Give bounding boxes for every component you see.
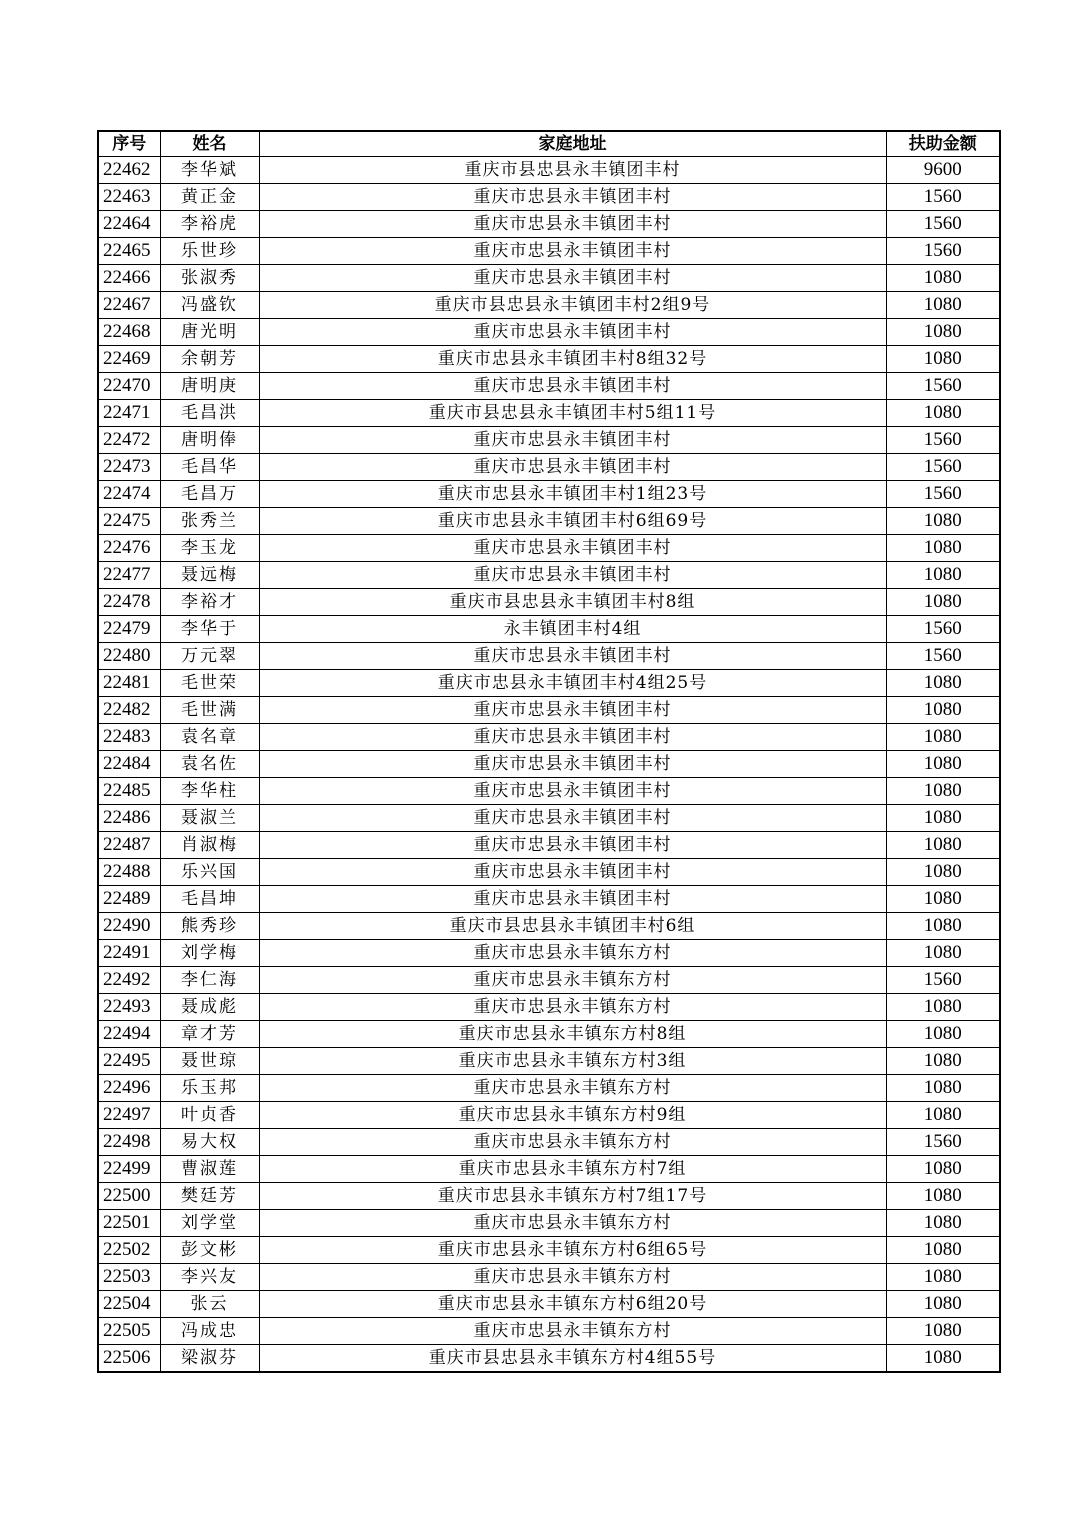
- cell-serial-number: 22482: [98, 697, 160, 724]
- cell-name: 李华于: [160, 616, 259, 643]
- cell-assistance-amount: 1080: [886, 562, 1000, 589]
- cell-home-address: 重庆市忠县永丰镇团丰村: [259, 643, 886, 670]
- cell-name: 乐兴国: [160, 859, 259, 886]
- cell-home-address: 重庆市忠县永丰镇团丰村: [259, 805, 886, 832]
- cell-serial-number: 22484: [98, 751, 160, 778]
- cell-name: 万元翠: [160, 643, 259, 670]
- cell-name: 李兴友: [160, 1264, 259, 1291]
- cell-name: 梁淑芬: [160, 1345, 259, 1373]
- cell-name: 李裕才: [160, 589, 259, 616]
- cell-name: 聂成彪: [160, 994, 259, 1021]
- cell-assistance-amount: 1080: [886, 1237, 1000, 1264]
- cell-name: 毛昌万: [160, 481, 259, 508]
- cell-assistance-amount: 1560: [886, 184, 1000, 211]
- table-row: [98, 1291, 1000, 1318]
- table-row: [98, 1210, 1000, 1237]
- cell-home-address: 重庆市忠县永丰镇东方村: [259, 1210, 886, 1237]
- cell-serial-number: 22473: [98, 454, 160, 481]
- cell-name: 张云: [160, 1291, 259, 1318]
- cell-assistance-amount: 1080: [886, 292, 1000, 319]
- cell-home-address: 重庆市县忠县永丰镇团丰村5组11号: [259, 400, 886, 427]
- cell-home-address: 重庆市忠县永丰镇东方村: [259, 1264, 886, 1291]
- cell-home-address: 重庆市忠县永丰镇东方村3组: [259, 1048, 886, 1075]
- cell-serial-number: 22496: [98, 1075, 160, 1102]
- cell-serial-number: 22500: [98, 1183, 160, 1210]
- table-row: [98, 373, 1000, 400]
- cell-name: 袁名章: [160, 724, 259, 751]
- header-assistance-amount: 扶助金额: [886, 131, 1000, 157]
- cell-assistance-amount: 1080: [886, 994, 1000, 1021]
- cell-serial-number: 22481: [98, 670, 160, 697]
- cell-assistance-amount: 1080: [886, 1345, 1000, 1373]
- cell-home-address: 重庆市忠县永丰镇东方村6组65号: [259, 1237, 886, 1264]
- cell-assistance-amount: 1080: [886, 1210, 1000, 1237]
- cell-name: 刘学堂: [160, 1210, 259, 1237]
- cell-home-address: 重庆市忠县永丰镇团丰村: [259, 211, 886, 238]
- cell-serial-number: 22492: [98, 967, 160, 994]
- cell-home-address: 重庆市县忠县永丰镇团丰村: [259, 157, 886, 184]
- cell-name: 李玉龙: [160, 535, 259, 562]
- cell-home-address: 重庆市忠县永丰镇东方村: [259, 1075, 886, 1102]
- table-row: [98, 184, 1000, 211]
- cell-home-address: 重庆市忠县永丰镇团丰村8组32号: [259, 346, 886, 373]
- table-row: [98, 157, 1000, 184]
- cell-assistance-amount: 1080: [886, 778, 1000, 805]
- cell-home-address: 重庆市忠县永丰镇东方村: [259, 967, 886, 994]
- table-row: [98, 292, 1000, 319]
- cell-home-address: 永丰镇团丰村4组: [259, 616, 886, 643]
- cell-serial-number: 22494: [98, 1021, 160, 1048]
- cell-assistance-amount: 1080: [886, 1156, 1000, 1183]
- cell-serial-number: 22475: [98, 508, 160, 535]
- table-body: [98, 157, 1000, 1373]
- cell-home-address: 重庆市忠县永丰镇东方村: [259, 994, 886, 1021]
- cell-home-address: 重庆市忠县永丰镇团丰村: [259, 265, 886, 292]
- table-row: [98, 1129, 1000, 1156]
- table-row: [98, 967, 1000, 994]
- table-row: [98, 1048, 1000, 1075]
- cell-serial-number: 22485: [98, 778, 160, 805]
- cell-name: 章才芳: [160, 1021, 259, 1048]
- table-row: [98, 670, 1000, 697]
- cell-serial-number: 22486: [98, 805, 160, 832]
- cell-name: 聂远梅: [160, 562, 259, 589]
- table-row: [98, 1237, 1000, 1264]
- cell-serial-number: 22470: [98, 373, 160, 400]
- cell-serial-number: 22504: [98, 1291, 160, 1318]
- cell-assistance-amount: 1080: [886, 859, 1000, 886]
- table-header: [98, 131, 1000, 157]
- cell-name: 李裕虎: [160, 211, 259, 238]
- cell-serial-number: 22503: [98, 1264, 160, 1291]
- cell-home-address: 重庆市忠县永丰镇团丰村: [259, 724, 886, 751]
- cell-home-address: 重庆市忠县永丰镇团丰村: [259, 238, 886, 265]
- table-row: [98, 751, 1000, 778]
- table-row: [98, 1021, 1000, 1048]
- cell-assistance-amount: 1080: [886, 1318, 1000, 1345]
- cell-home-address: 重庆市县忠县永丰镇团丰村8组: [259, 589, 886, 616]
- cell-home-address: 重庆市忠县永丰镇团丰村: [259, 427, 886, 454]
- table-row: [98, 805, 1000, 832]
- cell-serial-number: 22467: [98, 292, 160, 319]
- cell-name: 聂世琼: [160, 1048, 259, 1075]
- table-row: [98, 643, 1000, 670]
- cell-assistance-amount: 1560: [886, 238, 1000, 265]
- cell-serial-number: 22477: [98, 562, 160, 589]
- cell-home-address: 重庆市忠县永丰镇团丰村: [259, 697, 886, 724]
- cell-home-address: 重庆市县忠县永丰镇团丰村6组: [259, 913, 886, 940]
- cell-assistance-amount: 1080: [886, 265, 1000, 292]
- cell-serial-number: 22493: [98, 994, 160, 1021]
- cell-name: 唐明俸: [160, 427, 259, 454]
- cell-name: 乐玉邦: [160, 1075, 259, 1102]
- cell-name: 毛昌华: [160, 454, 259, 481]
- cell-home-address: 重庆市忠县永丰镇东方村: [259, 1129, 886, 1156]
- cell-serial-number: 22490: [98, 913, 160, 940]
- cell-assistance-amount: 1560: [886, 373, 1000, 400]
- cell-home-address: 重庆市忠县永丰镇团丰村6组69号: [259, 508, 886, 535]
- cell-name: 樊廷芳: [160, 1183, 259, 1210]
- cell-name: 唐光明: [160, 319, 259, 346]
- cell-assistance-amount: 1080: [886, 535, 1000, 562]
- cell-assistance-amount: 1080: [886, 913, 1000, 940]
- cell-serial-number: 22501: [98, 1210, 160, 1237]
- cell-assistance-amount: 1560: [886, 616, 1000, 643]
- cell-assistance-amount: 1560: [886, 1129, 1000, 1156]
- cell-assistance-amount: 1560: [886, 211, 1000, 238]
- cell-name: 刘学梅: [160, 940, 259, 967]
- cell-name: 张淑秀: [160, 265, 259, 292]
- cell-serial-number: 22499: [98, 1156, 160, 1183]
- cell-name: 张秀兰: [160, 508, 259, 535]
- cell-home-address: 重庆市忠县永丰镇东方村7组17号: [259, 1183, 886, 1210]
- cell-name: 乐世珍: [160, 238, 259, 265]
- cell-serial-number: 22462: [98, 157, 160, 184]
- table-row: [98, 1156, 1000, 1183]
- cell-name: 毛世满: [160, 697, 259, 724]
- cell-home-address: 重庆市忠县永丰镇东方村6组20号: [259, 1291, 886, 1318]
- table-row: [98, 1264, 1000, 1291]
- cell-assistance-amount: 1560: [886, 643, 1000, 670]
- cell-name: 唐明庚: [160, 373, 259, 400]
- cell-serial-number: 22495: [98, 1048, 160, 1075]
- cell-assistance-amount: 1080: [886, 886, 1000, 913]
- cell-serial-number: 22478: [98, 589, 160, 616]
- cell-name: 毛昌坤: [160, 886, 259, 913]
- cell-serial-number: 22463: [98, 184, 160, 211]
- cell-serial-number: 22505: [98, 1318, 160, 1345]
- cell-home-address: 重庆市忠县永丰镇团丰村: [259, 832, 886, 859]
- table-row: [98, 832, 1000, 859]
- cell-home-address: 重庆市忠县永丰镇团丰村: [259, 454, 886, 481]
- table-row: [98, 697, 1000, 724]
- cell-name: 李华斌: [160, 157, 259, 184]
- cell-assistance-amount: 1080: [886, 346, 1000, 373]
- table-row: [98, 211, 1000, 238]
- cell-serial-number: 22466: [98, 265, 160, 292]
- cell-serial-number: 22464: [98, 211, 160, 238]
- cell-assistance-amount: 9600: [886, 157, 1000, 184]
- table-row: [98, 724, 1000, 751]
- cell-name: 聂淑兰: [160, 805, 259, 832]
- cell-name: 李华柱: [160, 778, 259, 805]
- cell-name: 黄正金: [160, 184, 259, 211]
- cell-serial-number: 22491: [98, 940, 160, 967]
- table-row: [98, 319, 1000, 346]
- cell-assistance-amount: 1080: [886, 589, 1000, 616]
- cell-assistance-amount: 1560: [886, 427, 1000, 454]
- table-row: [98, 427, 1000, 454]
- cell-home-address: 重庆市忠县永丰镇东方村9组: [259, 1102, 886, 1129]
- cell-home-address: 重庆市县忠县永丰镇东方村4组55号: [259, 1345, 886, 1373]
- cell-name: 袁名佐: [160, 751, 259, 778]
- cell-serial-number: 22476: [98, 535, 160, 562]
- table-row: [98, 1102, 1000, 1129]
- table-row: [98, 616, 1000, 643]
- cell-name: 毛昌洪: [160, 400, 259, 427]
- cell-name: 彭文彬: [160, 1237, 259, 1264]
- cell-assistance-amount: 1080: [886, 1021, 1000, 1048]
- cell-home-address: 重庆市忠县永丰镇团丰村4组25号: [259, 670, 886, 697]
- cell-assistance-amount: 1080: [886, 508, 1000, 535]
- assistance-table: [97, 130, 1001, 1373]
- cell-serial-number: 22479: [98, 616, 160, 643]
- cell-serial-number: 22488: [98, 859, 160, 886]
- cell-name: 毛世荣: [160, 670, 259, 697]
- cell-assistance-amount: 1560: [886, 967, 1000, 994]
- cell-home-address: 重庆市县忠县永丰镇团丰村2组9号: [259, 292, 886, 319]
- cell-serial-number: 22469: [98, 346, 160, 373]
- cell-serial-number: 22483: [98, 724, 160, 751]
- cell-serial-number: 22474: [98, 481, 160, 508]
- table-row: [98, 238, 1000, 265]
- table-row: [98, 913, 1000, 940]
- table-row: [98, 508, 1000, 535]
- table-row: [98, 481, 1000, 508]
- table-row: [98, 589, 1000, 616]
- cell-assistance-amount: 1080: [886, 1291, 1000, 1318]
- cell-assistance-amount: 1080: [886, 1048, 1000, 1075]
- cell-assistance-amount: 1080: [886, 805, 1000, 832]
- cell-assistance-amount: 1560: [886, 454, 1000, 481]
- cell-name: 冯成忠: [160, 1318, 259, 1345]
- table-row: [98, 859, 1000, 886]
- cell-assistance-amount: 1080: [886, 1075, 1000, 1102]
- cell-name: 冯盛钦: [160, 292, 259, 319]
- cell-assistance-amount: 1080: [886, 940, 1000, 967]
- cell-assistance-amount: 1560: [886, 481, 1000, 508]
- cell-name: 熊秀珍: [160, 913, 259, 940]
- cell-assistance-amount: 1080: [886, 1183, 1000, 1210]
- cell-home-address: 重庆市忠县永丰镇团丰村: [259, 562, 886, 589]
- cell-serial-number: 22502: [98, 1237, 160, 1264]
- cell-name: 余朝芳: [160, 346, 259, 373]
- table-row: [98, 1183, 1000, 1210]
- table-row: [98, 1345, 1000, 1373]
- cell-serial-number: 22497: [98, 1102, 160, 1129]
- cell-serial-number: 22489: [98, 886, 160, 913]
- table-row: [98, 1075, 1000, 1102]
- table-row: [98, 940, 1000, 967]
- cell-assistance-amount: 1080: [886, 400, 1000, 427]
- table-row: [98, 454, 1000, 481]
- header-serial-number: 序号: [98, 131, 160, 157]
- table-row: [98, 886, 1000, 913]
- header-row: [98, 131, 1000, 157]
- cell-assistance-amount: 1080: [886, 751, 1000, 778]
- header-name: 姓名: [160, 131, 259, 157]
- cell-serial-number: 22465: [98, 238, 160, 265]
- cell-home-address: 重庆市忠县永丰镇团丰村: [259, 778, 886, 805]
- table-row: [98, 994, 1000, 1021]
- table-row: [98, 346, 1000, 373]
- table-row: [98, 562, 1000, 589]
- cell-serial-number: 22468: [98, 319, 160, 346]
- cell-home-address: 重庆市忠县永丰镇团丰村: [259, 319, 886, 346]
- cell-name: 曹淑莲: [160, 1156, 259, 1183]
- cell-home-address: 重庆市忠县永丰镇团丰村: [259, 886, 886, 913]
- cell-home-address: 重庆市忠县永丰镇团丰村1组23号: [259, 481, 886, 508]
- header-home-address: 家庭地址: [259, 131, 886, 157]
- cell-assistance-amount: 1080: [886, 319, 1000, 346]
- cell-assistance-amount: 1080: [886, 724, 1000, 751]
- cell-serial-number: 22487: [98, 832, 160, 859]
- table-row: [98, 535, 1000, 562]
- cell-serial-number: 22480: [98, 643, 160, 670]
- cell-home-address: 重庆市忠县永丰镇团丰村: [259, 373, 886, 400]
- cell-home-address: 重庆市忠县永丰镇团丰村: [259, 535, 886, 562]
- table-row: [98, 778, 1000, 805]
- cell-serial-number: 22506: [98, 1345, 160, 1373]
- cell-home-address: 重庆市忠县永丰镇团丰村: [259, 184, 886, 211]
- cell-home-address: 重庆市忠县永丰镇东方村: [259, 1318, 886, 1345]
- assistance-table-container: [97, 130, 999, 1373]
- cell-home-address: 重庆市忠县永丰镇东方村7组: [259, 1156, 886, 1183]
- table-row: [98, 1318, 1000, 1345]
- cell-assistance-amount: 1080: [886, 1264, 1000, 1291]
- cell-assistance-amount: 1080: [886, 832, 1000, 859]
- cell-assistance-amount: 1080: [886, 697, 1000, 724]
- cell-serial-number: 22472: [98, 427, 160, 454]
- cell-name: 肖淑梅: [160, 832, 259, 859]
- cell-assistance-amount: 1080: [886, 670, 1000, 697]
- cell-home-address: 重庆市忠县永丰镇团丰村: [259, 751, 886, 778]
- cell-home-address: 重庆市忠县永丰镇东方村8组: [259, 1021, 886, 1048]
- cell-home-address: 重庆市忠县永丰镇东方村: [259, 940, 886, 967]
- cell-serial-number: 22498: [98, 1129, 160, 1156]
- table-row: [98, 265, 1000, 292]
- cell-assistance-amount: 1080: [886, 1102, 1000, 1129]
- cell-home-address: 重庆市忠县永丰镇团丰村: [259, 859, 886, 886]
- cell-serial-number: 22471: [98, 400, 160, 427]
- cell-name: 易大权: [160, 1129, 259, 1156]
- cell-name: 叶贞香: [160, 1102, 259, 1129]
- cell-name: 李仁海: [160, 967, 259, 994]
- table-row: [98, 400, 1000, 427]
